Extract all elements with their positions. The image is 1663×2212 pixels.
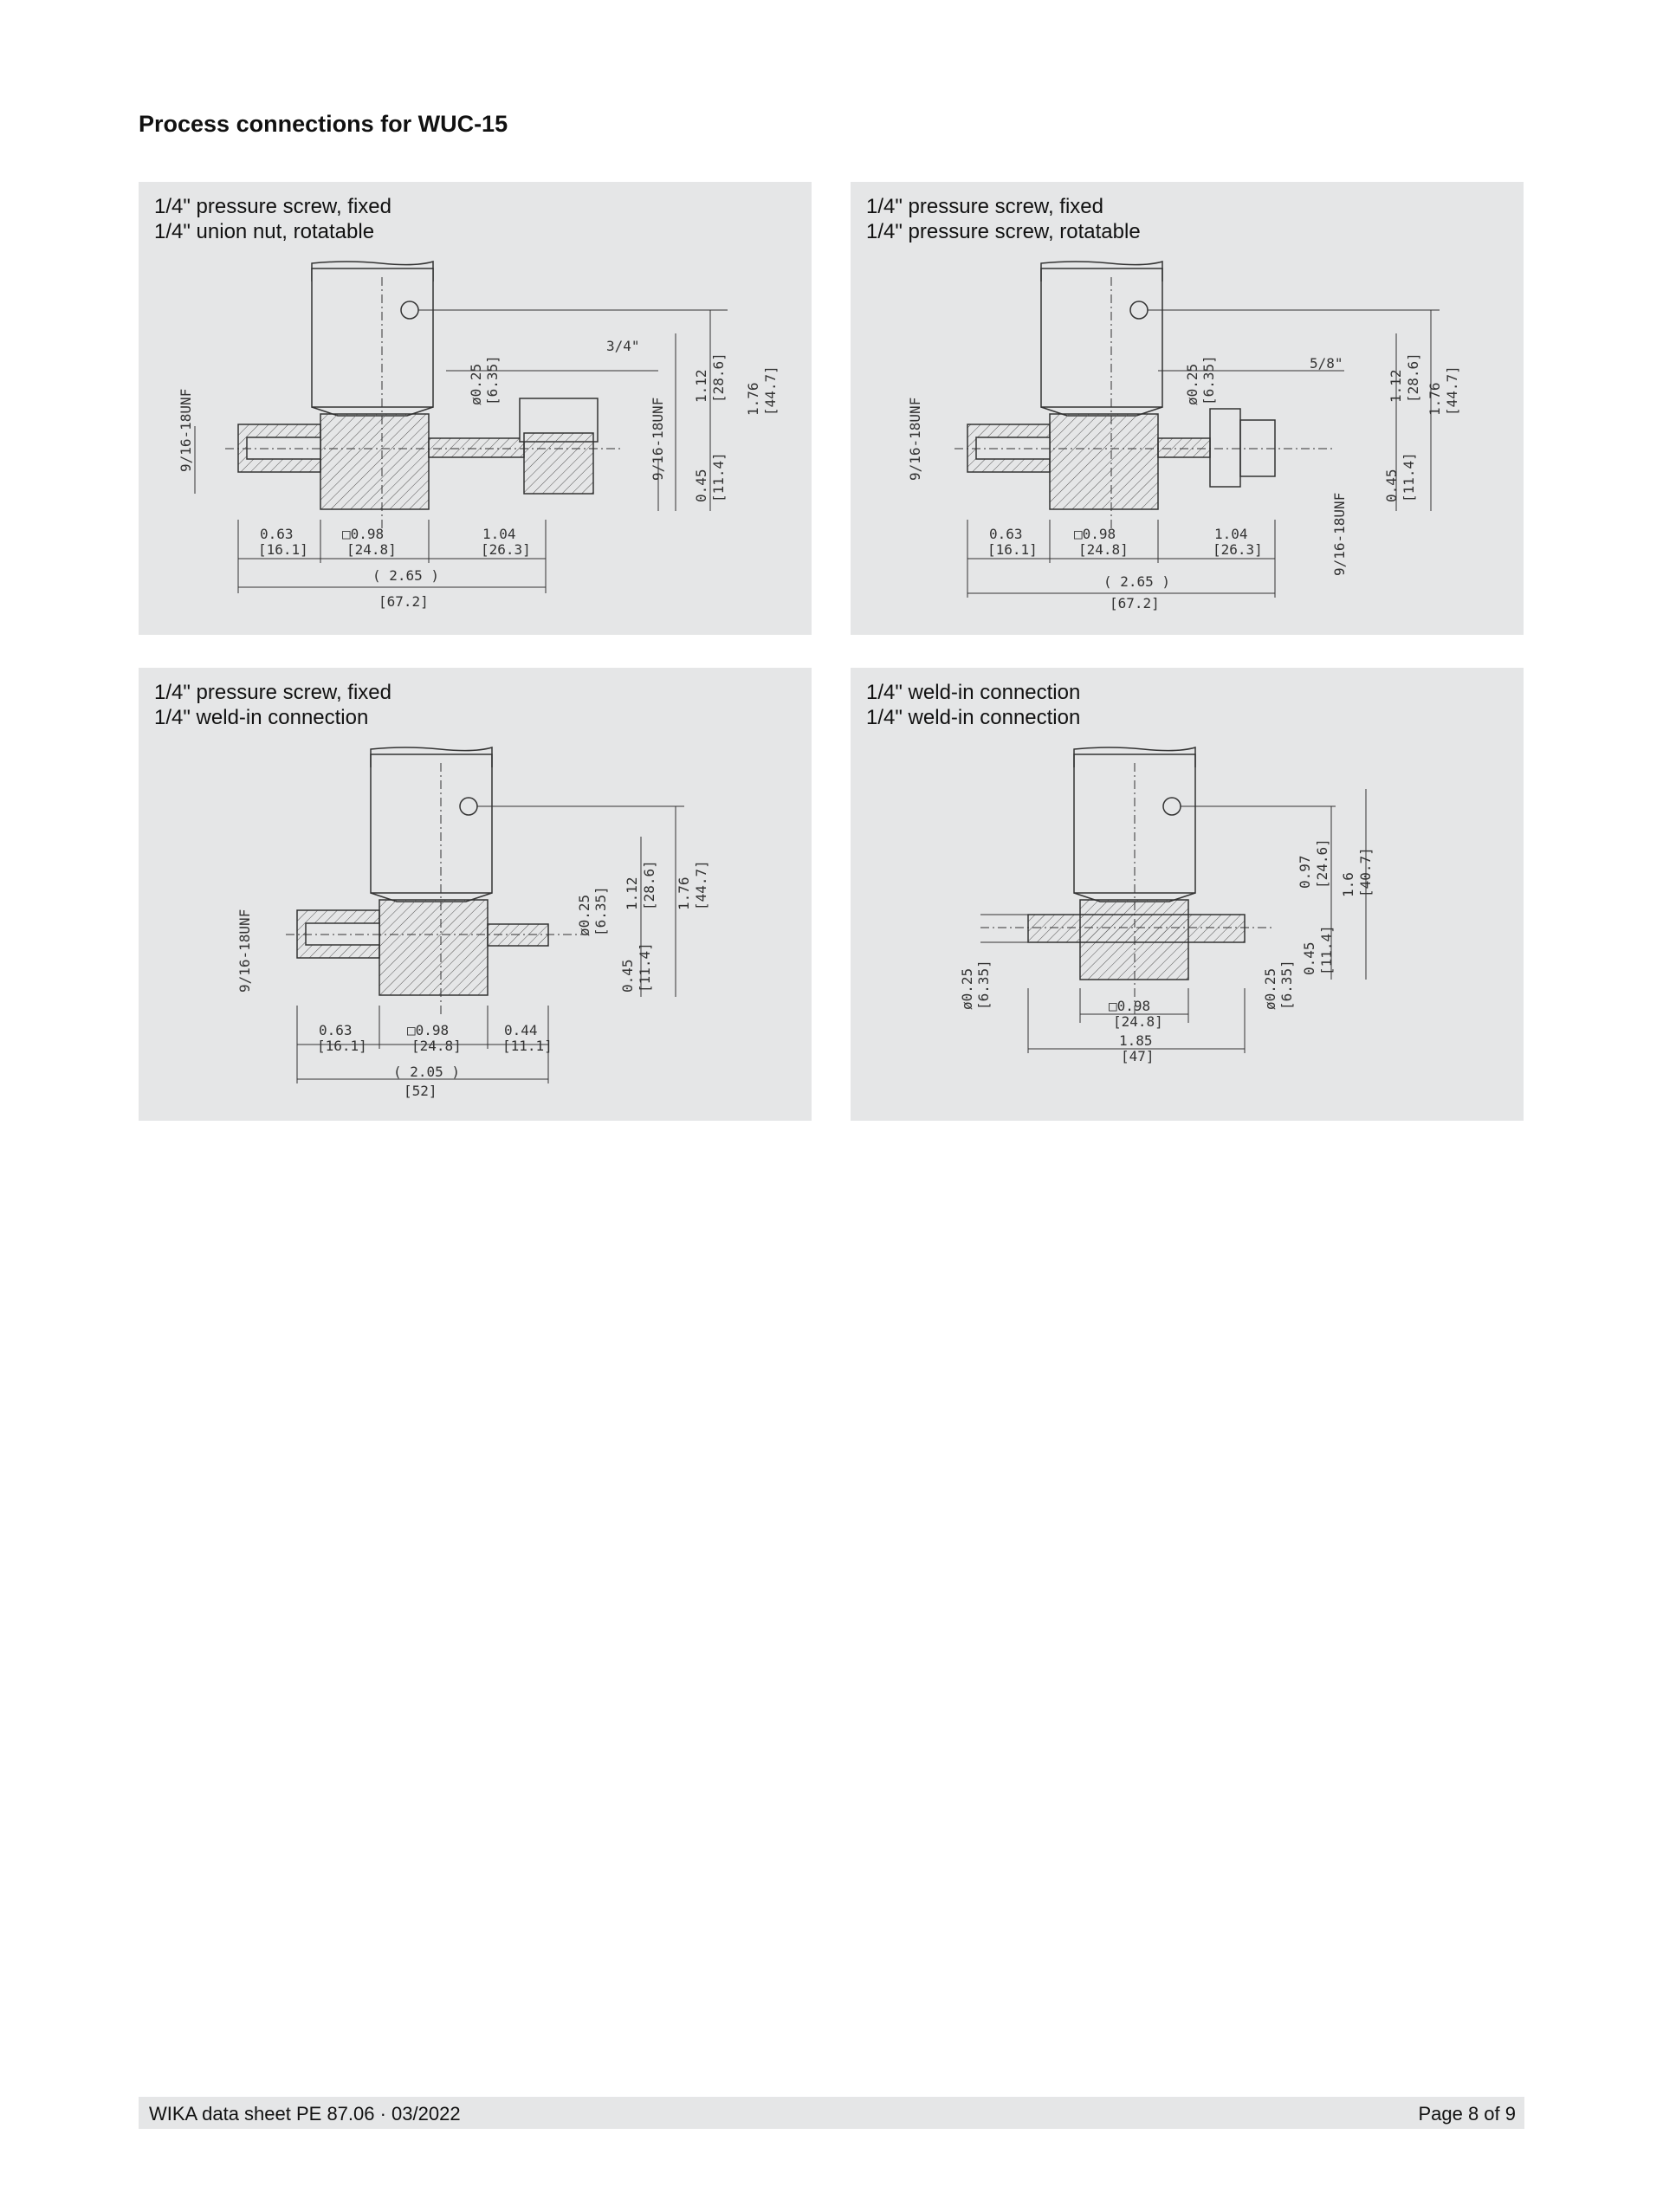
dim-diameter-metric: [6.35] bbox=[484, 355, 501, 405]
dim-total: 1.85 bbox=[1119, 1032, 1153, 1049]
dim-diameter: ø0.25 bbox=[1184, 363, 1200, 405]
dim-length-1: 0.63 bbox=[260, 526, 294, 542]
technical-drawing bbox=[851, 182, 1524, 635]
dim-length-3-metric: [26.3] bbox=[1213, 541, 1263, 558]
dim-length-1-metric: [16.1] bbox=[258, 541, 308, 558]
dim-thread-left: 9/16-18UNF bbox=[178, 388, 194, 472]
dim-length-2-metric: [24.8] bbox=[1078, 541, 1129, 558]
drawing-panel-union-nut bbox=[139, 182, 812, 635]
dim-length-2: □0.98 bbox=[1109, 998, 1151, 1014]
dim-diameter: ø0.25 bbox=[576, 894, 592, 936]
caption-line-1: 1/4" pressure screw, fixed bbox=[154, 681, 391, 704]
footer-document-id: WIKA data sheet PE 87.06 · 03/2022 bbox=[149, 2103, 461, 2125]
dim-length-3: 0.44 bbox=[504, 1022, 538, 1038]
drawing-panel-weld-weld bbox=[851, 668, 1524, 1121]
dim-diameter-metric: [6.35] bbox=[592, 886, 609, 936]
dim-length-3-metric: [26.3] bbox=[481, 541, 531, 558]
dim-length-2-metric: [24.8] bbox=[411, 1038, 462, 1054]
dim-length-1: 0.63 bbox=[989, 526, 1023, 542]
dim-height-3-metric: [11.4] bbox=[1318, 925, 1335, 975]
dim-total: ( 2.65 ) bbox=[372, 567, 440, 584]
caption-line-2: 1/4" weld-in connection bbox=[154, 706, 369, 729]
dim-diameter-left: ø0.25 bbox=[959, 967, 975, 1010]
dim-height-3: 0.45 bbox=[1301, 941, 1317, 975]
dim-total-metric: [47] bbox=[1121, 1048, 1155, 1064]
dim-thread-right: 9/16-18UNF bbox=[650, 397, 666, 481]
dim-total-metric: [52] bbox=[404, 1083, 437, 1099]
dim-height-2: 1.76 bbox=[745, 382, 761, 416]
dim-height-1-metric: [28.6] bbox=[710, 352, 727, 403]
caption-line-1: 1/4" weld-in connection bbox=[866, 681, 1081, 704]
caption-line-2: 1/4" weld-in connection bbox=[866, 706, 1081, 729]
dim-thread-right: 9/16-18UNF bbox=[1331, 492, 1348, 576]
dim-length-3-metric: [11.1] bbox=[502, 1038, 553, 1054]
dim-height-2-metric: [44.7] bbox=[693, 860, 709, 910]
dim-height-3-metric: [11.4] bbox=[637, 942, 653, 993]
drawing-panel-rotatable-screw bbox=[851, 182, 1524, 635]
technical-drawing bbox=[851, 668, 1524, 1121]
page-footer bbox=[139, 2097, 1524, 2129]
dim-length-1-metric: [16.1] bbox=[987, 541, 1038, 558]
dim-height-2-metric: [44.7] bbox=[762, 365, 779, 416]
dim-height-1-metric: [28.6] bbox=[1405, 352, 1421, 403]
dim-length-2-metric: [24.8] bbox=[1113, 1013, 1163, 1030]
dim-total: ( 2.05 ) bbox=[393, 1064, 461, 1080]
dim-length-1-metric: [16.1] bbox=[317, 1038, 367, 1054]
dim-height-1-metric: [24.6] bbox=[1314, 838, 1330, 889]
caption-line-2: 1/4" pressure screw, rotatable bbox=[866, 220, 1141, 243]
dim-length-2: □0.98 bbox=[407, 1022, 450, 1038]
dim-thread-left: 9/16-18UNF bbox=[236, 909, 253, 993]
dim-height-2-metric: [44.7] bbox=[1444, 365, 1460, 416]
dim-length-3: 1.04 bbox=[482, 526, 516, 542]
dim-diameter-right-metric: [6.35] bbox=[1278, 960, 1295, 1010]
dim-length-2-metric: [24.8] bbox=[346, 541, 397, 558]
dim-height-1: 0.97 bbox=[1297, 855, 1313, 889]
dim-length-3: 1.04 bbox=[1214, 526, 1248, 542]
drawing-panel-screw-weld bbox=[139, 668, 812, 1121]
dim-length-2: □0.98 bbox=[1074, 526, 1116, 542]
dim-length-1: 0.63 bbox=[319, 1022, 353, 1038]
dim-height-3: 0.45 bbox=[693, 469, 709, 502]
dim-height-1: 1.12 bbox=[693, 369, 709, 403]
dim-height-2-metric: [40.7] bbox=[1357, 847, 1374, 897]
dim-diameter-right: ø0.25 bbox=[1262, 967, 1278, 1010]
dim-height-3: 0.45 bbox=[1383, 469, 1400, 502]
technical-drawing bbox=[139, 182, 812, 635]
dim-height-2: 1.6 bbox=[1340, 872, 1356, 897]
dim-diameter-metric: [6.35] bbox=[1200, 355, 1217, 405]
dim-total-metric: [67.2] bbox=[379, 593, 429, 610]
dim-height-1: 1.12 bbox=[1388, 369, 1404, 403]
dim-diameter: ø0.25 bbox=[468, 363, 484, 405]
dim-height-2: 1.76 bbox=[1427, 382, 1443, 416]
dim-wrench-size: 5/8" bbox=[1310, 355, 1343, 372]
dim-height-1: 1.12 bbox=[624, 876, 640, 910]
page-title: Process connections for WUC-15 bbox=[139, 111, 508, 137]
dim-length-2: □0.98 bbox=[342, 526, 385, 542]
dim-height-3: 0.45 bbox=[619, 959, 636, 993]
dim-height-1-metric: [28.6] bbox=[641, 860, 657, 910]
caption-line-1: 1/4" pressure screw, fixed bbox=[154, 195, 391, 218]
caption-line-1: 1/4" pressure screw, fixed bbox=[866, 195, 1103, 218]
technical-drawing bbox=[139, 668, 812, 1121]
dim-wrench-size: 3/4" bbox=[606, 338, 640, 354]
dim-total-metric: [67.2] bbox=[1110, 595, 1160, 611]
dim-height-3-metric: [11.4] bbox=[1401, 452, 1417, 502]
dim-height-3-metric: [11.4] bbox=[710, 452, 727, 502]
dim-total: ( 2.65 ) bbox=[1103, 573, 1171, 590]
footer-page-number: Page 8 of 9 bbox=[1418, 2103, 1516, 2125]
dim-height-2: 1.76 bbox=[676, 876, 692, 910]
caption-line-2: 1/4" union nut, rotatable bbox=[154, 220, 375, 243]
dim-thread-left: 9/16-18UNF bbox=[907, 397, 923, 481]
dim-diameter-left-metric: [6.35] bbox=[975, 960, 992, 1010]
